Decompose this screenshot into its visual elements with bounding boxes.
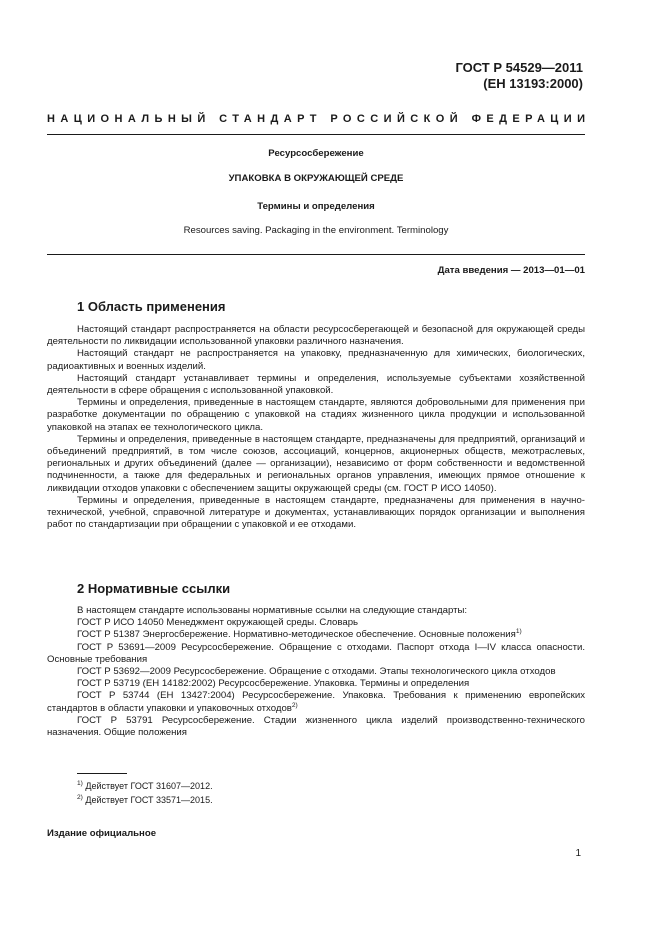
reference-item: ГОСТ Р ИСО 14050 Менеджмент окружающей среды. Словарь: [77, 617, 359, 629]
reference-item: ГОСТ Р 53691—2009 Ресурсосбережение. Обращение с отходами. Паспорт отхода I—IV класса опасности. Основные требования: [47, 641, 585, 665]
section-1-heading: 1 Область применения: [77, 299, 226, 314]
paragraph: Термины и определения, приведенные в настоящем стандарте, предназначены для применения в научно-технической, учебной, справочной литературе и документах, устанавливающих порядок организации и выполнения работ по стандартизации при обращении с упаковкой и ее отходами.: [47, 494, 585, 531]
title-divider: [47, 254, 585, 255]
paragraph: Настоящий стандарт распространяется на области ресурсосберегающей и безопасной для окружающей среды деятельности по ликвидации использованной упаковки различного назначения.: [47, 324, 585, 348]
paragraph: Настоящий стандарт не распространяется на упаковку, предназначенную для химических, биологических, радиоактивных и военных изделий.: [47, 348, 585, 372]
paragraph: Термины и определения, приведенные в настоящем стандарте, предназначены для предприятий, организаций и объединений предприятий, в том числе союзов, ассоциаций, концернов, акционерных обществ, межотраслевых, региональных и других объединений (далее — организации), независимо от форм собственности и ведомственной подчиненности, а также для федеральных и региональных органов управления, имеющих прямое отношение к ликвидации отходов упаковки с обеспечением защиты окружающей среды (см. ГОСТ Р ИСО 14050).: [47, 433, 585, 494]
paragraph: Термины и определения, приведенные в настоящем стандарте, являются добровольными для применения при разработке документации по обращению с упаковкой на стадиях жизненного цикла продукции и использованной упаковкой на этапах ее технологического цикла.: [47, 397, 585, 433]
reference-item: ГОСТ Р 53692—2009 Ресурсосбережение. Обращение с отходами. Этапы технологического цикла отходов: [77, 666, 556, 678]
page-number: 1: [575, 848, 581, 859]
footnote-mark: 2): [291, 701, 298, 709]
section-2-heading: 2 Нормативные ссылки: [77, 581, 231, 596]
section-2-body: [47, 605, 585, 739]
footnotes: [77, 779, 213, 807]
reference-item: ГОСТ Р 53791 Ресурсосбережение. Стадии жизненного цикла изделий производственно-технического назначения. Общие положения: [47, 714, 585, 739]
document-subtitle: Термины и определения: [257, 201, 375, 212]
footnote-mark: 1): [515, 628, 522, 636]
gost-number: ГОСТ Р 54529—2011: [455, 60, 583, 75]
paragraph: Настоящий стандарт устанавливает термины и определения, используемые субъектами хозяйственной деятельности в сфере обращения с использованной упаковкой.: [47, 372, 585, 397]
section-1-body: [47, 324, 585, 531]
footnote: $^{2)}$ Действует ГОСТ 33571—2015.: [77, 794, 213, 805]
introduction-date: Дата введения — 2013—01—01: [437, 265, 585, 276]
official-edition-label: Издание официальное: [47, 828, 157, 839]
en-number: (ЕН 13193:2000): [483, 76, 583, 91]
document-id-block: [455, 60, 583, 92]
national-standard-banner: [47, 110, 585, 126]
reference-item: ГОСТ Р 51387 Энергосбережение. Нормативно-методическое обеспечение. Основные положения$^{1)}$: [77, 628, 522, 641]
english-title: Resources saving. Packaging in the environment. Terminology: [183, 225, 449, 236]
footnote-divider: [77, 773, 127, 774]
national-standard-text: НАЦИОНАЛЬНЫЙ СТАНДАРТ РОССИЙСКОЙ ФЕДЕРАЦИИ: [47, 113, 585, 125]
reference-item: ГОСТ Р 53744 (ЕН 13427:2004) Ресурсосбережение. Упаковка. Требования к применению европейских стандартов в области упаковки и упаковочных отходов$^{2)}$: [47, 690, 585, 714]
references-intro: В настоящем стандарте использованы нормативные ссылки на следующие стандарты:: [77, 605, 468, 616]
footnote: $^{1)}$ Действует ГОСТ 31607—2012.: [77, 780, 213, 791]
topic-title: Ресурсосбережение: [268, 148, 364, 159]
top-divider: [47, 134, 585, 135]
document-title: УПАКОВКА В ОКРУЖАЮЩЕЙ СРЕДЕ: [228, 173, 404, 184]
reference-item: ГОСТ Р 53719 (ЕН 14182:2002) Ресурсосбережение. Упаковка. Термины и определения: [77, 678, 470, 690]
